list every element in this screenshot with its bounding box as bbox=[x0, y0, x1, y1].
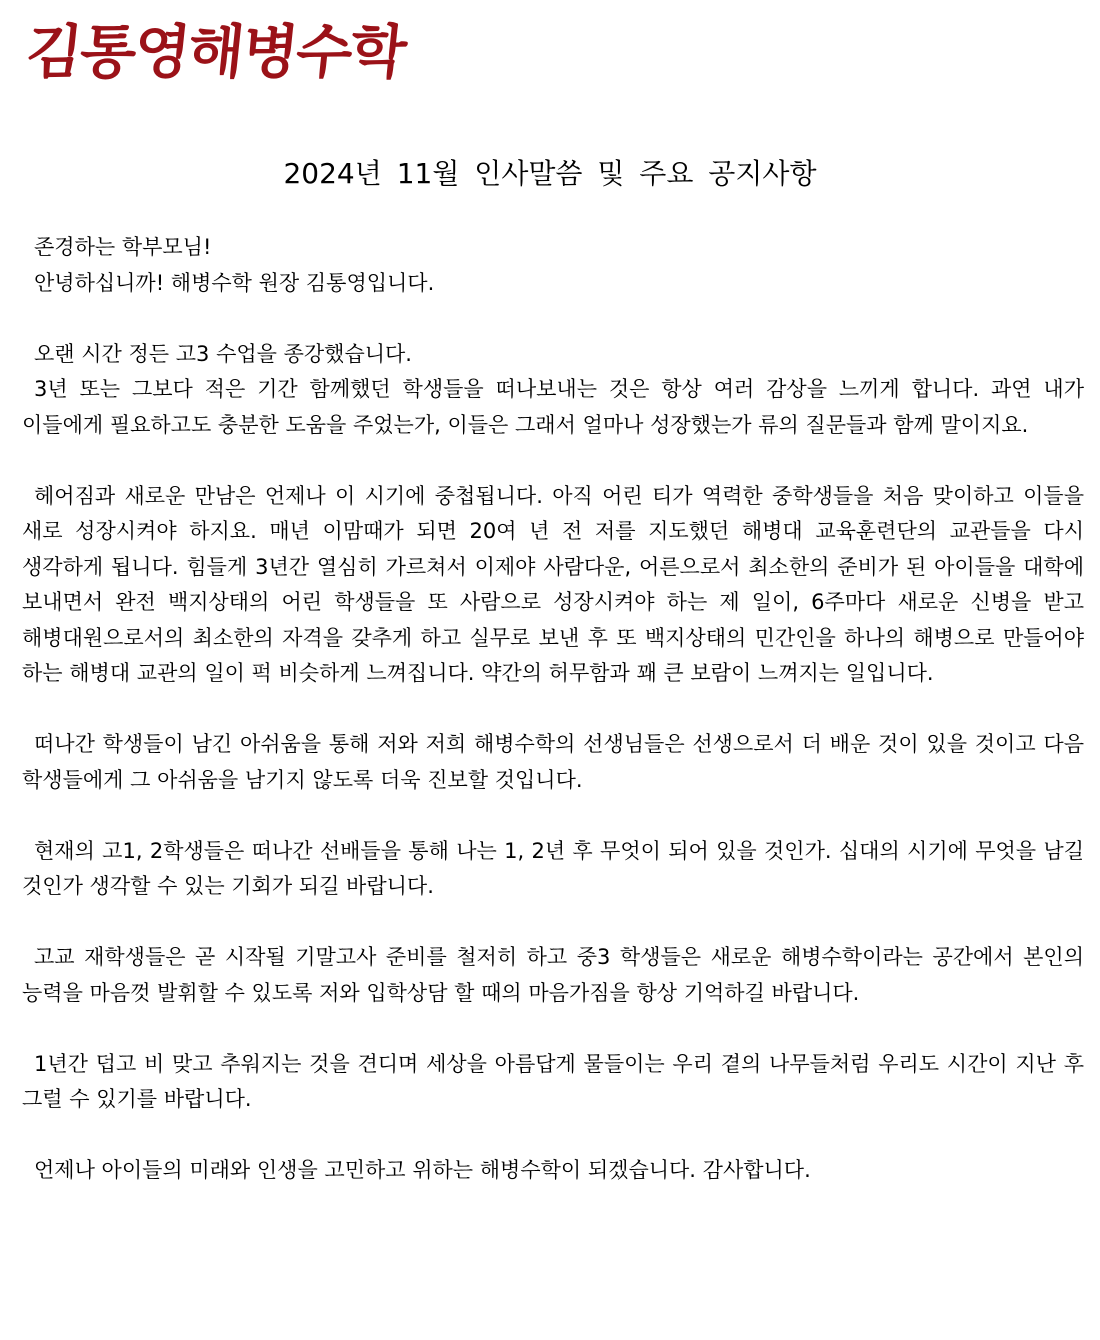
paragraph: 오랜 시간 정든 고3 수업을 종강했습니다. bbox=[34, 341, 412, 366]
closing-line: 언제나 아이들의 미래와 인생을 고민하고 위하는 해병수학이 되겠습니다. 감사합니다. bbox=[34, 1158, 811, 1182]
paragraph: 떠나간 학생들이 남긴 아쉬움을 통해 저와 저희 해병수학의 선생님들은 선생으로서 더 배운 것이 있을 것이고 다음 학생들에게 그 아쉬움을 남기지 않도록 더욱 진보할 것입니다. bbox=[22, 732, 1084, 792]
paragraph: 1년간 덥고 비 맞고 추워지는 것을 견디며 세상을 아름답게 물들이는 우리 곁의 나무들처럼 우리도 시간이 지난 후 그럴 수 있기를 바랍니다. bbox=[22, 1051, 1084, 1111]
paragraph: 고교 재학생들은 곧 시작될 기말고사 준비를 철저히 하고 중3 학생들은 새로운 해병수학이라는 공간에서 본인의 능력을 마음껏 발휘할 수 있도록 저와 입학상담 할 때의 마음가짐을 항상 기억하길 바랍니다. bbox=[22, 945, 1084, 1005]
greeting-line: 안녕하십니까! 해병수학 원장 김통영입니다. bbox=[34, 270, 435, 295]
notice-title: 2024년 11월 인사말씀 및 주요 공지사항 bbox=[283, 157, 817, 190]
paragraph: 3년 또는 그보다 적은 기간 함께했던 학생들을 떠나보내는 것은 항상 여러 감상을 느끼게 합니다. 과연 내가 이들에게 필요하고도 충분한 도움을 주었는가, 이들은 그래서 얼마나 성장했는가 류의 질문들과 함께 말이지요. bbox=[22, 377, 1084, 437]
greeting-line: 존경하는 학부모님! bbox=[34, 235, 212, 259]
paragraph: 헤어짐과 새로운 만남은 언제나 이 시기에 중첩됩니다. 아직 어린 티가 역력한 중학생들을 처음 맞이하고 이들을 새로 성장시켜야 하지요. 매년 이맘때가 되면 20여 년 전 저를 지도했던 해병대 교육훈련단의 교관들을 다시 생각하게 됩니다. 힘들게 3년간 열심히 가르쳐서 이제야 사람다운, 어른으로서 최소한의 준비가 된 아이들을 대학에 보내면서 완전 백지상태의 어린 학생들을 또 사람으로 성장시켜야 하는 제 일이, 6주마다 새로운 신병을 받고 해병대원으로서의 최소한의 자격을 갖추게 하고 실무로 보낸 후 또 백지상태의 민간인을 하나의 해병으로 만들어야 하는 해병대 교관의 일이 퍽 비슷하게 느껴집니다. 약간의 허무함과 꽤 큰 보람이 느껴지는 일입니다. bbox=[22, 483, 1084, 685]
brand-logo: 김통영해병수학 bbox=[22, 18, 408, 86]
notice-body bbox=[22, 230, 1084, 1189]
paragraph: 현재의 고1, 2학생들은 떠나간 선배들을 통해 나는 1, 2년 후 무엇이 되어 있을 것인가. 십대의 시기에 무엇을 남길 것인가 생각할 수 있는 기회가 되길 바랍니다. bbox=[22, 838, 1084, 898]
